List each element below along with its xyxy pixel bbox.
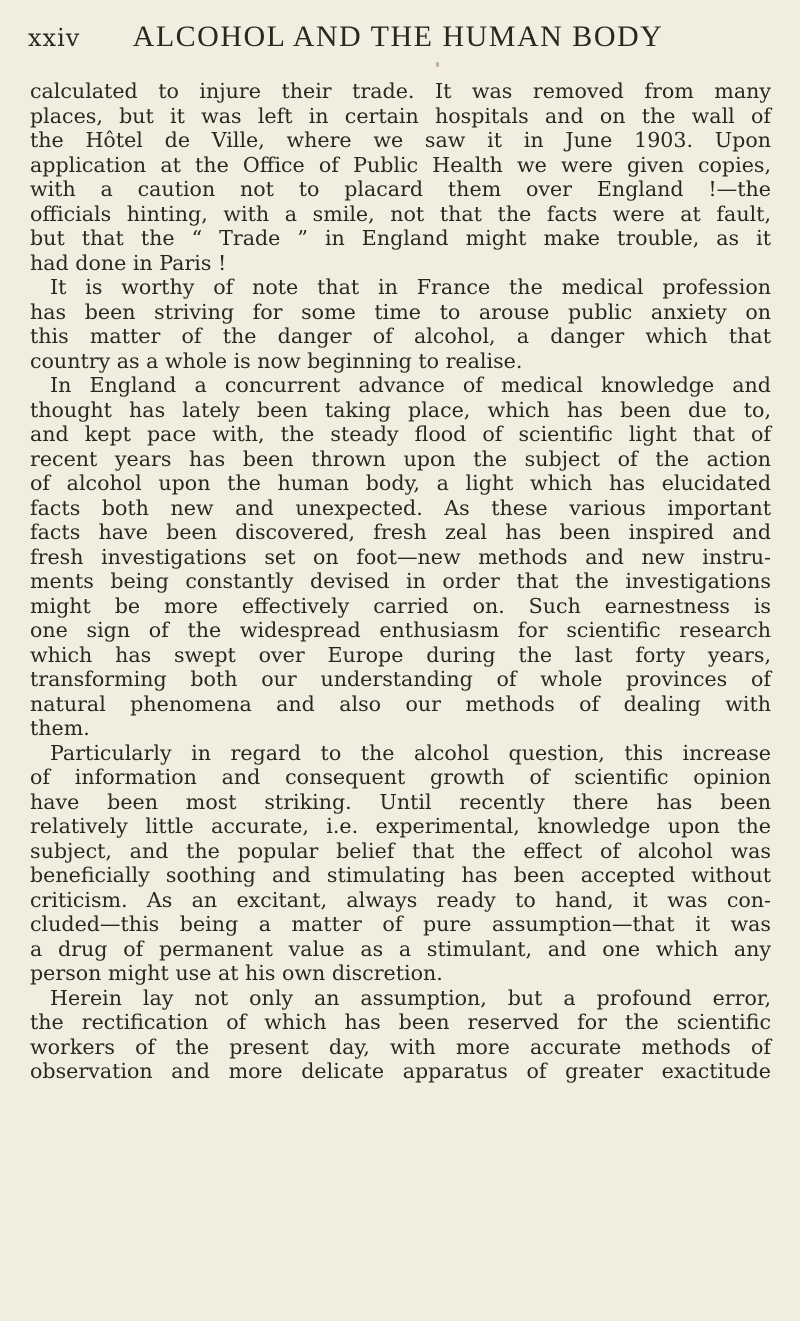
text-line: recent years has been thrown upon the subject of the action bbox=[30, 446, 771, 471]
text-line: officials hinting, with a smile, not that the facts were at fault, bbox=[30, 201, 771, 226]
text-line: but that the “ Trade ” in England might make trouble, as it bbox=[30, 226, 771, 250]
text-line: had done in Paris ! bbox=[30, 250, 227, 275]
text-line: workers of the present day, with more accurate methods of bbox=[30, 1034, 771, 1059]
text-line: might be more effectively carried on. Such earnestness is bbox=[30, 593, 771, 618]
running-title: ALCOHOL AND THE HUMAN BODY bbox=[132, 20, 664, 53]
text-line: observation and more delicate apparatus of greater exactitude bbox=[30, 1059, 771, 1083]
text-line: the rectification of which has been reserved for the scientific bbox=[30, 1010, 771, 1034]
text-line: them. bbox=[30, 716, 90, 740]
text-line: and kept pace with, the steady flood of scientific light that of bbox=[30, 422, 771, 446]
text-line: cluded—this being a matter of pure assumption—that it was bbox=[30, 912, 771, 936]
text-line: which has swept over Europe during the last forty years, bbox=[30, 642, 771, 667]
text-line: natural phenomena and also our methods of dealing with bbox=[30, 691, 771, 716]
text-line: one sign of the widespread enthusiasm for scientific research bbox=[30, 618, 771, 642]
text-line: beneficially soothing and stimulating has been accepted without bbox=[30, 863, 771, 887]
text-line: a drug of permanent value as a stimulant, and one which any bbox=[30, 936, 771, 961]
page-number: xxiv bbox=[28, 24, 81, 52]
text-line: with a caution not to placard them over England !—the bbox=[30, 177, 771, 201]
text-line: have been most striking. Until recently there has been bbox=[30, 789, 771, 814]
text-line: of information and consequent growth of scientific opinion bbox=[30, 765, 771, 789]
text-line: criticism. As an excitant, always ready to hand, it was con- bbox=[30, 887, 771, 912]
ink-speck bbox=[436, 62, 439, 67]
text-line: thought has lately been taking place, which has been due to, bbox=[30, 397, 771, 422]
paragraph-start: It is worthy of note that in France the medical profession bbox=[50, 275, 771, 299]
text-line: transforming both our understanding of whole provinces of bbox=[30, 667, 771, 691]
text-line: of alcohol upon the human body, a light which has elucidated bbox=[30, 471, 771, 495]
text-line: country as a whole is now beginning to realise. bbox=[30, 348, 523, 373]
text-line: fresh investigations set on foot—new methods and new instru- bbox=[30, 544, 771, 569]
text-line: has been striving for some time to arouse public anxiety on bbox=[30, 299, 771, 324]
paragraph-start: Particularly in regard to the alcohol question, this increase bbox=[50, 740, 771, 765]
text-line: facts both new and unexpected. As these various important bbox=[30, 495, 771, 520]
paragraph-start: In England a concurrent advance of medical knowledge and bbox=[50, 373, 771, 397]
body-text bbox=[30, 79, 771, 1084]
text-line: ments being constantly devised in order that the investigations bbox=[30, 569, 771, 593]
text-line: relatively little accurate, i.e. experimental, knowledge upon the bbox=[30, 814, 771, 838]
text-line: subject, and the popular belief that the effect of alcohol was bbox=[30, 838, 771, 863]
text-line: person might use at his own discretion. bbox=[30, 961, 443, 985]
text-line: facts have been discovered, fresh zeal has been inspired and bbox=[30, 520, 771, 544]
paragraph-start: Herein lay not only an assumption, but a profound error, bbox=[50, 985, 771, 1010]
text-line: the Hôtel de Ville, where we saw it in June 1903. Upon bbox=[30, 128, 771, 152]
text-line: application at the Office of Public Health we were given copies, bbox=[30, 152, 771, 177]
text-line: this matter of the danger of alcohol, a danger which that bbox=[30, 324, 771, 348]
text-line: calculated to injure their trade. It was removed from many bbox=[30, 79, 771, 103]
page-header bbox=[28, 20, 768, 60]
text-line: places, but it was left in certain hospitals and on the wall of bbox=[30, 103, 771, 128]
